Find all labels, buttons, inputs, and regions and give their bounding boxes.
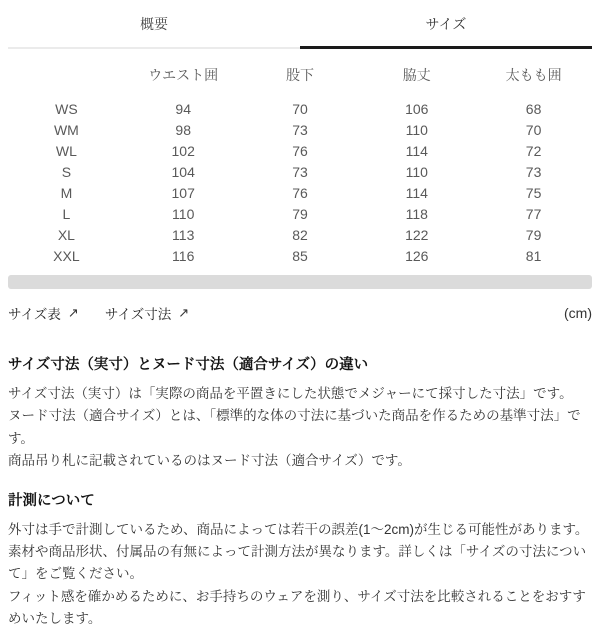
size-label: WM (53, 122, 79, 138)
cell-value: 76 (292, 143, 308, 159)
section-paragraph: 商品吊り札に記載されているのはヌード寸法（適合サイズ）です。 (8, 453, 411, 469)
size-label: XXL (53, 248, 80, 264)
external-link-arrow-icon: ↗ (67, 305, 79, 320)
cell-value: 79 (292, 206, 308, 222)
cell-value: 70 (292, 101, 308, 117)
cell-value: 76 (292, 185, 308, 201)
section-paragraph: 外寸は手で計測しているため、商品によっては若干の誤差(1～2cm)が生じる可能性があります。 (8, 521, 589, 537)
size-label: WL (55, 143, 77, 159)
tab-overview[interactable]: 概要 (8, 10, 300, 49)
table-row (8, 183, 592, 204)
cell-value: 73 (525, 164, 542, 180)
unit-label: (cm) (564, 305, 592, 321)
size-label: S (61, 164, 72, 180)
table-row (8, 204, 592, 225)
cell-value: 113 (172, 227, 195, 243)
horizontal-scrollbar[interactable] (8, 275, 592, 289)
cell-value: 72 (525, 143, 542, 159)
section-paragraph: 素材や商品形状、付属品の有無によって計測方法が異なります。詳しくは「サイズの寸法について」をご覧ください。 (8, 544, 587, 582)
size-label: XL (57, 227, 75, 243)
cell-value: 114 (405, 143, 428, 159)
section-heading: 計測について (8, 492, 95, 509)
links-row (8, 303, 592, 323)
size-label: L (62, 206, 71, 222)
cell-value: 110 (172, 206, 195, 222)
size-table-corner-cell (8, 65, 125, 99)
table-row (8, 162, 592, 183)
section-heading: サイズ寸法（実寸）とヌード寸法（適合サイズ）の違い (8, 357, 369, 373)
cell-value: 126 (405, 248, 429, 264)
cell-value: 106 (405, 101, 429, 117)
size-table (8, 65, 592, 267)
section-paragraph: サイズ寸法（実寸）は「実際の商品を平置きにした状態でメジャーにて採寸した寸法」です。 (8, 386, 573, 401)
cell-value: 94 (175, 101, 191, 117)
cell-value: 118 (405, 206, 428, 222)
column-header-waist: ウエスト囲 (148, 67, 219, 83)
tab-size[interactable]: サイズ (300, 10, 592, 49)
tab-bar (8, 10, 592, 49)
cell-value: 110 (405, 122, 428, 138)
size-label: M (60, 185, 73, 201)
cell-value: 77 (525, 206, 542, 222)
cell-value: 79 (525, 227, 542, 243)
section-size-vs-nude (8, 353, 592, 473)
cell-value: 98 (175, 122, 191, 138)
cell-value: 82 (292, 227, 308, 243)
table-row (8, 141, 592, 162)
column-header-side-length: 脇丈 (402, 67, 431, 83)
size-chart-link[interactable] (8, 303, 79, 323)
cell-value: 122 (405, 227, 429, 243)
size-measurements-link-label: サイズ寸法 (104, 307, 172, 322)
table-row (8, 99, 592, 120)
cell-value: 73 (292, 122, 308, 138)
cell-value: 107 (171, 185, 195, 201)
cell-value: 81 (525, 248, 542, 264)
column-header-thigh: 太もも囲 (505, 67, 562, 83)
section-paragraph: フィット感を確かめるために、お手持ちのウェアを測り、サイズ寸法を比較されることをおすすめいたします。 (8, 588, 586, 627)
cell-value: 104 (171, 164, 195, 180)
cell-value: 116 (172, 248, 195, 264)
cell-value: 102 (171, 143, 195, 159)
column-header-inseam: 股下 (285, 67, 314, 83)
size-measurements-link[interactable] (105, 303, 189, 323)
table-row (8, 246, 592, 267)
section-paragraph: ヌード寸法（適合サイズ）とは、「標準的な体の寸法に基づいた商品を作るための基準寸法」です。 (8, 408, 581, 446)
table-row (8, 120, 592, 141)
size-chart-link-label: サイズ表 (8, 307, 61, 322)
cell-value: 68 (525, 101, 542, 117)
cell-value: 114 (405, 185, 428, 201)
cell-value: 85 (292, 248, 308, 264)
cell-value: 73 (292, 164, 308, 180)
size-table-header-row (8, 65, 592, 99)
section-measurement-notes (8, 489, 592, 631)
cell-value: 75 (525, 185, 542, 201)
table-row (8, 225, 592, 246)
cell-value: 110 (405, 164, 428, 180)
size-label: WS (55, 101, 78, 117)
cell-value: 70 (525, 122, 542, 138)
external-link-arrow-icon: ↗ (178, 305, 190, 320)
